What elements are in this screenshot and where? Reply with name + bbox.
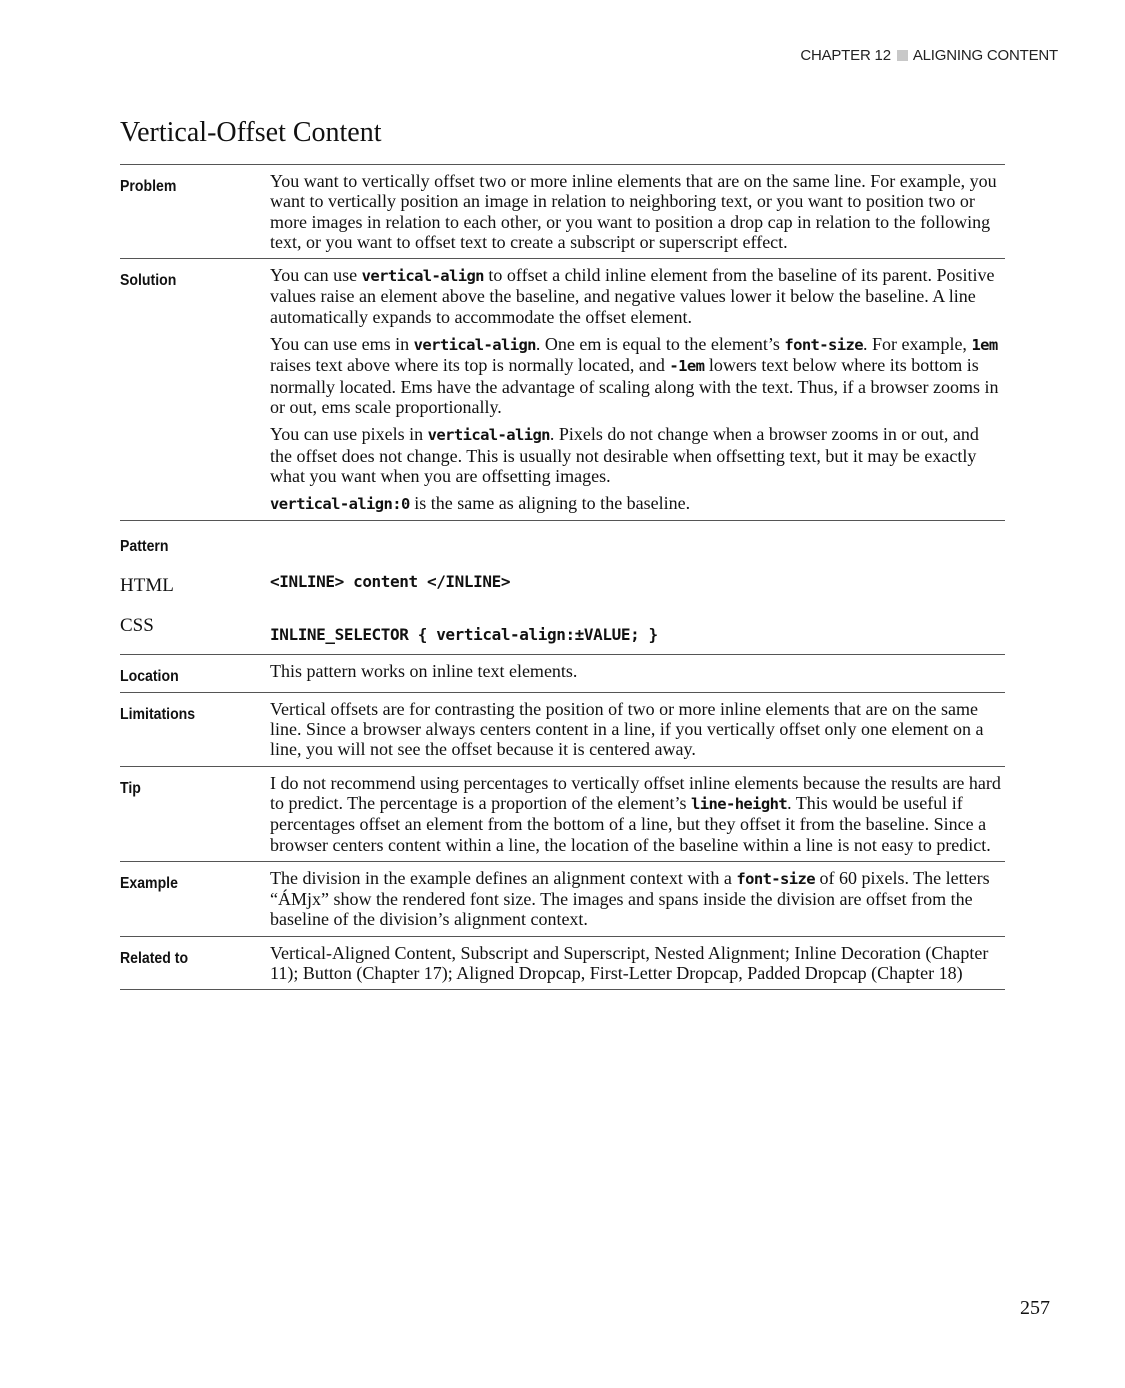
chapter-title: ALIGNING CONTENT (912, 47, 1058, 64)
problem-label: Problem (120, 178, 177, 195)
square-bullet-icon (897, 50, 908, 61)
row-location (120, 655, 1005, 693)
inline-code: vertical-align (427, 426, 550, 445)
css-code: INLINE_SELECTOR { vertical-align:±VALUE; } (270, 625, 658, 645)
inline-code: vertical-align:0 (270, 495, 410, 514)
html-label: HTML (120, 575, 174, 597)
text-span: to offset a child inline element from the baseline of its parent. Positive values raise an element above the baseline, and negative values lower it below the baseline. A line automatically expands to accommodate the offset element. (270, 265, 995, 327)
example-text (270, 868, 1005, 930)
solution-text (270, 265, 1005, 514)
row-pattern-css (120, 597, 1005, 654)
tip-text (270, 773, 1005, 855)
tip-paragraph (270, 773, 1005, 855)
row-related (120, 937, 1005, 991)
row-tip (120, 767, 1005, 862)
related-text (270, 943, 1005, 984)
tip-label: Tip (120, 779, 141, 797)
text-span: You can use (270, 265, 362, 286)
running-head (800, 47, 1058, 64)
location-label: Location (120, 667, 179, 685)
text-span: You can use pixels in (270, 424, 428, 445)
limitations-paragraph: Vertical offsets are for contrasting the position of two or more inline elements that are on the same line. Since a browser always centers content in a line, if you vertically offset only one element on a line, you will not see the offset because it is centered away. (270, 698, 984, 760)
chapter-number: CHAPTER 12 (800, 47, 891, 64)
row-example (120, 862, 1005, 937)
text-span: I do not recommend using percentages to vertically offset inline elements because the results are hard to predict. The percentage is a proportion of the element’s (270, 772, 1001, 813)
problem-text (270, 171, 1005, 252)
html-code: <INLINE> content </INLINE> (270, 572, 511, 592)
inline-code: line-height (691, 794, 788, 813)
row-problem (120, 165, 1005, 259)
pattern-label: Pattern (120, 538, 169, 556)
text-span: raises text above where its top is normally located, and (270, 355, 670, 376)
row-pattern (120, 521, 1005, 556)
example-label: Example (120, 874, 178, 892)
text-span: . Pixels do not change when a browser zooms in or out, and the offset does not change. This is usually not desirable when offsetting text, but it may be exactly what you want when you are offsetting images. (270, 424, 979, 486)
solution-paragraph-1 (270, 265, 1005, 327)
solution-label: Solution (120, 272, 177, 290)
text-span: . One em is equal to the element’s (535, 334, 785, 355)
limitations-label: Limitations (120, 705, 196, 723)
problem-paragraph: You want to vertically offset two or more inline elements that are on the same line. For example, you want to vertically position an image in relation to neighboring text, or you want to position two or more images in relation to each other, or you want to position a drop cap in relation to the following text, or you want to offset text to create a subscript or superscript effect. (270, 171, 997, 252)
text-span: lowers text below where its bottom is normally located. Ems have the advantage of scaling along with the text. Thus, if a browser zooms in or out, ems scale proportionally. (270, 355, 999, 417)
page-title: Vertical-Offset Content (120, 117, 382, 148)
recipe-table (120, 164, 1005, 990)
inline-code: vertical-align (361, 267, 484, 286)
row-limitations (120, 693, 1005, 767)
text-span: The division in the example defines an alignment context with a (270, 867, 737, 888)
example-paragraph (270, 868, 1005, 930)
related-label: Related to (120, 949, 189, 967)
pattern-empty (270, 531, 1005, 556)
solution-paragraph-2 (270, 334, 1005, 417)
location-paragraph: This pattern works on inline text elements. (270, 660, 578, 681)
inline-code: 1em (971, 336, 998, 355)
text-span: . For example, (862, 334, 972, 355)
related-paragraph: Vertical-Aligned Content, Subscript and Superscript, Nested Alignment; Inline Decoration (Chapter 11); Button (Chapter 17); Aligned Dropcap, First-Letter Dropcap, Padded Dropcap (Chapter 18) (270, 942, 989, 984)
text-span: You can use ems in (270, 334, 414, 355)
location-text (270, 661, 1005, 686)
inline-code: vertical-align (413, 336, 536, 355)
row-solution (120, 259, 1005, 521)
solution-paragraph-4 (270, 493, 1005, 514)
inline-code: -1em (669, 357, 705, 376)
solution-paragraph-3 (270, 424, 1005, 486)
css-label: CSS (120, 615, 154, 637)
text-span: of 60 pixels. The letters “ÁMjx” show the rendered font size. The images and spans inside the division are offset from the baseline of the division’s alignment context. (270, 867, 990, 930)
inline-code: font-size (784, 336, 863, 355)
text-span: is the same as aligning to the baseline. (409, 493, 691, 514)
page-number: 257 (1020, 1297, 1050, 1319)
text-span: . This would be useful if percentages offset an element from the bottom of a line, but they offset it from the baseline. Since a browser centers content within a line, the location of the baseline within a line is not easy to predict. (270, 792, 991, 855)
inline-code: font-size (736, 869, 815, 888)
row-pattern-html (120, 556, 1005, 597)
limitations-text (270, 699, 1005, 760)
